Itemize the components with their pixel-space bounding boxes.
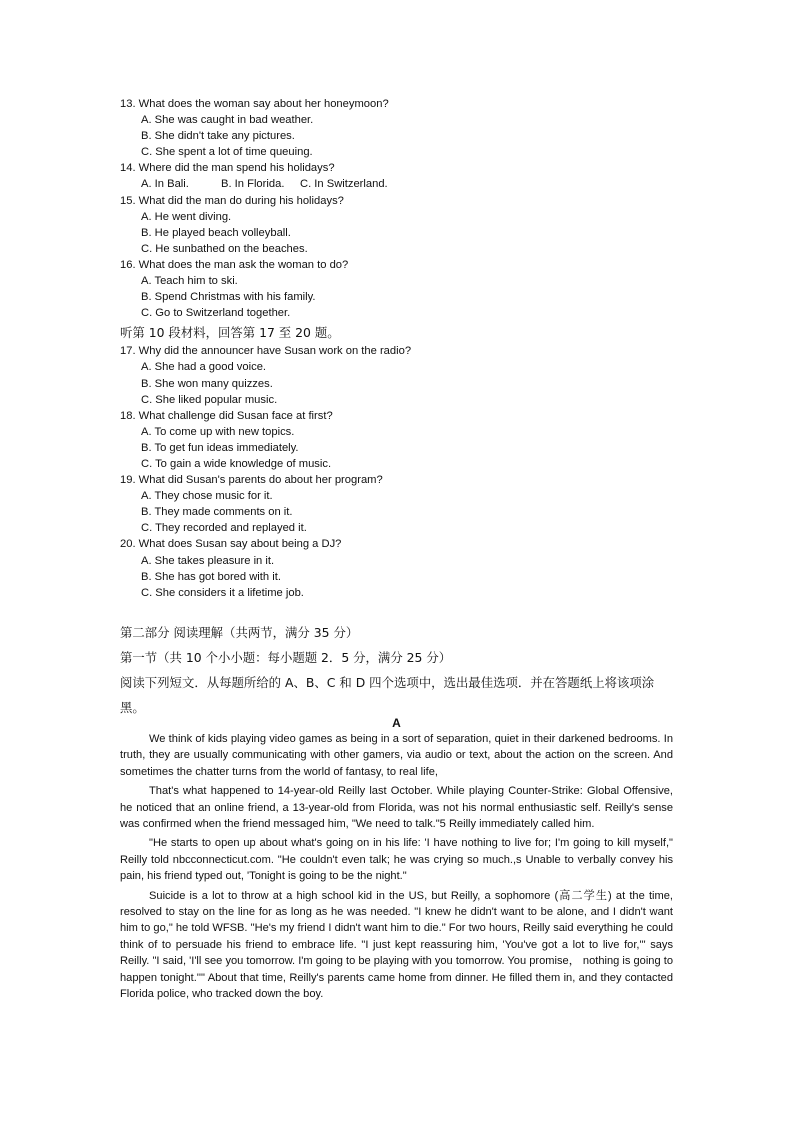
option: B. She has got bored with it. [141, 570, 281, 583]
question-20: 20. What does Susan say about being a DJ? [120, 538, 342, 551]
option: B. In Florida. [221, 178, 285, 191]
option: C. She considers it a lifetime job. [141, 586, 304, 599]
section-heading-10: 听第 10 段材料，回答第 17 至 20 题。 [120, 325, 340, 341]
option: A. He went diving. [141, 210, 232, 223]
question-14: 14. Where did the man spend his holidays? [120, 162, 335, 175]
option: B. To get fun ideas immediately. [141, 441, 299, 454]
question-19: 19. What did Susan's parents do about her program? [120, 474, 383, 487]
question-17: 17. Why did the announcer have Susan work on the radio? [120, 345, 412, 358]
option: C. He sunbathed on the beaches. [141, 242, 308, 255]
question-13: 13. What does the woman say about her honeymoon? [120, 98, 389, 110]
option: A. To come up with new topics. [141, 425, 295, 438]
paragraph: That's what happened to 14-year-old Reilly last October. While playing Counter-Strike: Global Offensive, he noticed that an online friend, a 13-year-old from Florida, was not his normal enthusiastic self. Reilly's sense was confirmed when the friend messaged him, "We need to talk."5 Reilly immediately called him. [120, 785, 673, 831]
option: B. Spend Christmas with his family. [141, 291, 316, 304]
reading-passage-a [120, 715, 673, 1006]
option: C. Go to Switzerland together. [141, 307, 291, 320]
passage-title: A [392, 716, 401, 730]
option: A. They chose music for it. [141, 490, 273, 503]
option: B. They made comments on it. [141, 506, 293, 519]
option: A. In Bali. [141, 178, 189, 191]
option: C. They recorded and replayed it. [141, 522, 307, 535]
paragraph: We think of kids playing video games as being in a sort of separation, quiet in their darkened bedrooms. In truth, they are usually communicating with other gamers, via audio or text, about the action on the screen. And sometimes the chatter turns from the world of fantasy, to real life, [120, 733, 673, 778]
option: B. She didn't take any pictures. [141, 130, 295, 143]
option: A. She was caught in bad weather. [141, 114, 314, 127]
listening-questions [120, 96, 680, 601]
option: C. She spent a lot of time queuing. [141, 146, 313, 159]
reading-section-header [120, 620, 676, 720]
option: C. To gain a wide knowledge of music. [141, 457, 332, 470]
question-18: 18. What challenge did Susan face at first? [120, 409, 333, 422]
option: A. Teach him to ski. [141, 275, 238, 288]
option: C. She liked popular music. [141, 393, 278, 406]
option: A. She takes pleasure in it. [141, 554, 275, 567]
option: A. She had a good voice. [141, 361, 267, 374]
section-title: 第一节（共 10 个小小题：每小题题 2．5 分，满分 25 分） [120, 650, 452, 665]
paragraph: Suicide is a lot to throw at a high school kid in the US, but Reilly, a sophomore (高二学生) at the time, resolved to stay on the line for as long as he was needed. "I knew he didn't want to be alone, and I didn't want him to go," he told WFSB. "He's my friend I didn't want him to die." For two hours, Reilly said everything he could think of to persuade his friend to embrace life. "I just kept reassuring him, 'You've got a lot to live for,'" says Reilly. "I said, 'I'll see you tomorrow. I'm going to be playing with you tomorrow. You promise， nothing is going to happen tonight.''" About that time, Reilly's parents came home from dinner. He filled them in, and they contacted Florida police, who tracked down the boy. [120, 889, 673, 1001]
part-title: 第二部分 阅读理解（共两节，满分 35 分） [120, 625, 359, 640]
question-15: 15. What did the man do during his holidays? [120, 194, 344, 207]
paragraph: "He starts to open up about what's going on in his life: 'I have nothing to live for; I'm going to kill myself," Reilly told nbcconnecticut.com. "He couldn't even talk; he was crying so much.,s Unable to verbally convey his pain, his friend typed out, 'Tonight is going to be the night." [120, 837, 673, 883]
option: C. In Switzerland. [300, 178, 388, 191]
question-16: 16. What does the man ask the woman to do? [120, 258, 349, 271]
inline-options [120, 176, 680, 192]
option: B. He played beach volleyball. [141, 226, 291, 239]
instructions: 阅读下列短文．从每题所给的 A、B、C 和 D 四个选项中，选出最佳选项．并在答题纸上将该项涂黑。 [120, 675, 655, 715]
option: B. She won many quizzes. [141, 377, 273, 390]
